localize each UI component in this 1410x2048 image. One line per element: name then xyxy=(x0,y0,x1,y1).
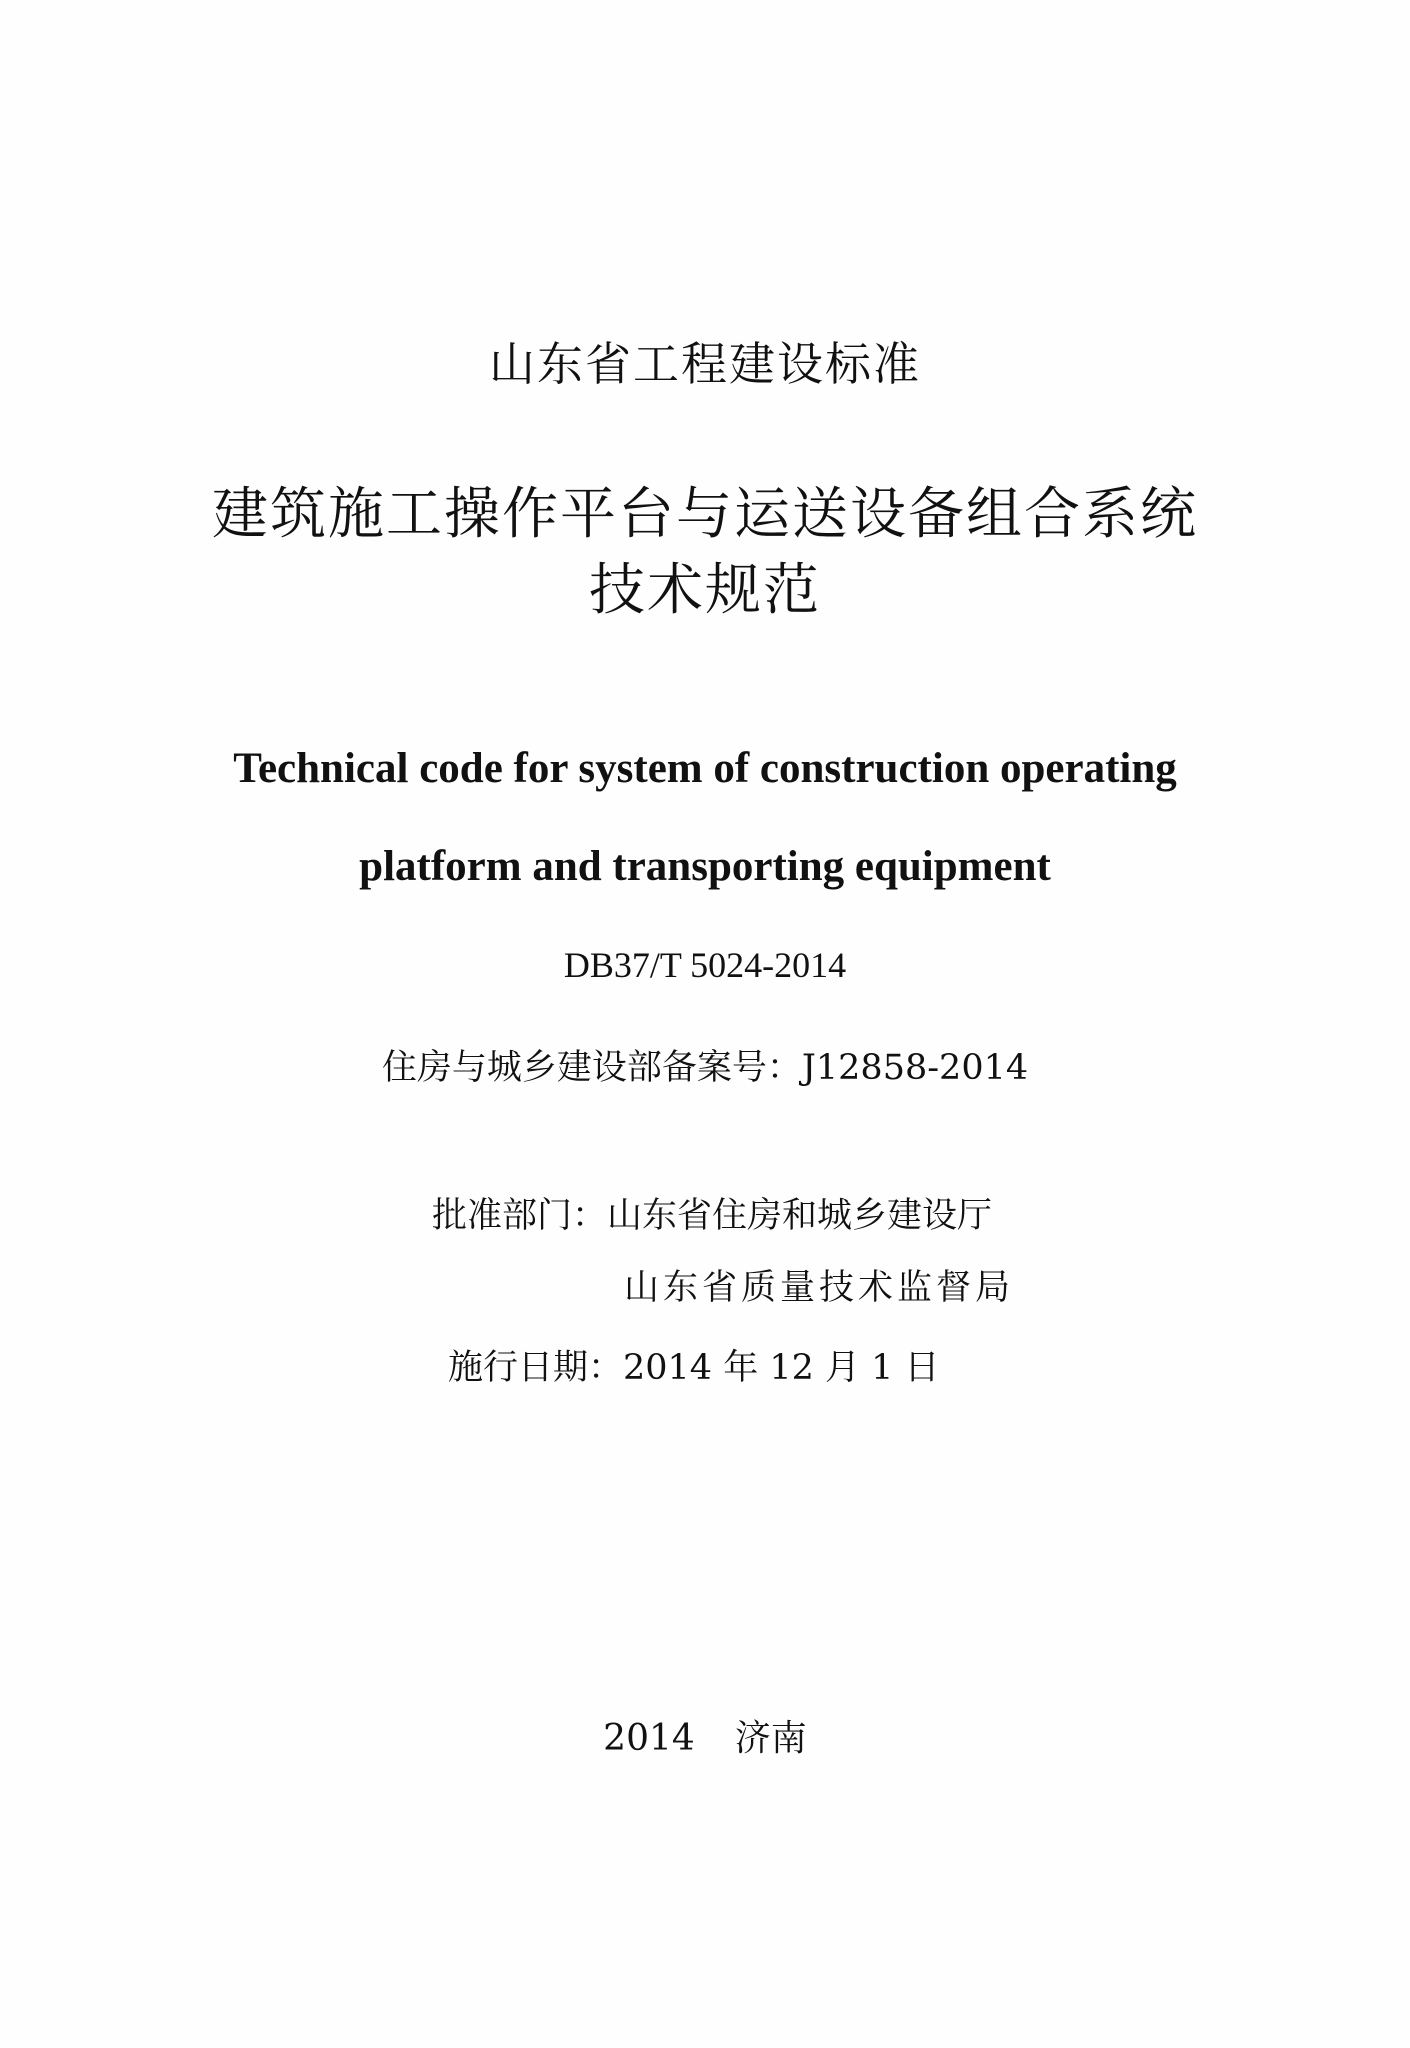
footer-year: 2014 xyxy=(603,1718,695,1759)
approval-row-1 xyxy=(432,1190,1014,1262)
effective-date: 施行日期：2014 年 12 月 1 日 xyxy=(448,1348,940,1388)
approval-row-2 xyxy=(432,1262,1014,1334)
standard-category: 山东省工程建设标准 xyxy=(489,337,921,391)
record-number: 住房与城乡建设部备案号：J12858-2014 xyxy=(381,1048,1029,1088)
footer xyxy=(0,1710,1410,1761)
approval-block xyxy=(432,1190,1014,1334)
approval-label: 批准部门： xyxy=(432,1196,608,1236)
approval-department-2: 山东省质量技术监督局 xyxy=(624,1268,1015,1308)
english-title-line-2: platform and transporting equipment xyxy=(359,843,1051,890)
approval-department-1: 山东省住房和城乡建设厅 xyxy=(607,1196,993,1236)
footer-city: 济南 xyxy=(734,1718,807,1759)
english-title-line-1: Technical code for system of construction operating xyxy=(233,745,1177,792)
standard-number: DB37/T 5024-2014 xyxy=(563,945,847,985)
chinese-title-line-1: 建筑施工操作平台与运送设备组合系统 xyxy=(212,482,1198,547)
chinese-title-line-2: 技术规范 xyxy=(589,558,821,623)
